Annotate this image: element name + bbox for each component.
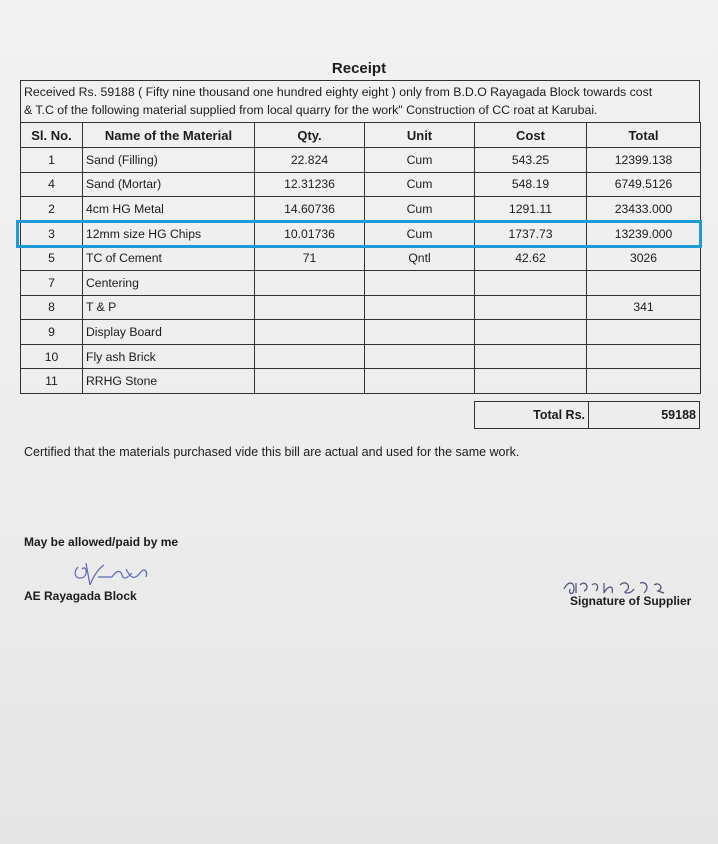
total-value: 59188 xyxy=(661,408,696,422)
cell-total: 3026 xyxy=(587,246,701,271)
cell-qty xyxy=(255,344,365,369)
cell-sl: 4 xyxy=(21,172,83,197)
intro-line-2: & T.C of the following material supplied from local quarry for the work" Construction of CC roat at Karubai. xyxy=(24,103,598,117)
cell-name: RRHG Stone xyxy=(83,369,255,394)
header-total: Total xyxy=(587,123,701,148)
total-box xyxy=(474,401,700,429)
cell-sl: 11 xyxy=(21,369,83,394)
cell-qty xyxy=(255,295,365,320)
cell-unit: Cum xyxy=(365,148,475,173)
cell-sl: 1 xyxy=(21,148,83,173)
table-row xyxy=(21,246,701,271)
cell-sl: 8 xyxy=(21,295,83,320)
cell-total: 6749.5126 xyxy=(587,172,701,197)
cell-name: Sand (Mortar) xyxy=(83,172,255,197)
header-cost: Cost xyxy=(475,123,587,148)
table-header-row xyxy=(21,123,701,148)
table-row xyxy=(21,369,701,394)
cell-unit xyxy=(365,270,475,295)
cell-sl: 2 xyxy=(21,197,83,222)
cell-qty xyxy=(255,369,365,394)
cell-sl: 9 xyxy=(21,320,83,345)
cell-qty xyxy=(255,320,365,345)
cell-sl: 10 xyxy=(21,344,83,369)
cell-cost xyxy=(475,344,587,369)
cell-name: 12mm size HG Chips xyxy=(83,221,255,246)
cell-total xyxy=(587,270,701,295)
table-row xyxy=(21,148,701,173)
cell-qty: 12.31236 xyxy=(255,172,365,197)
cell-total xyxy=(587,320,701,345)
cell-name: 4cm HG Metal xyxy=(83,197,255,222)
cell-cost: 1291.11 xyxy=(475,197,587,222)
cell-name: Sand (Filling) xyxy=(83,148,255,173)
cell-cost xyxy=(475,369,587,394)
header-qty: Qty. xyxy=(255,123,365,148)
cell-unit xyxy=(365,344,475,369)
allowed-paid-text: May be allowed/paid by me xyxy=(24,535,179,549)
table-row xyxy=(21,197,701,222)
cell-unit xyxy=(365,320,475,345)
cell-name: TC of Cement xyxy=(83,246,255,271)
cell-qty xyxy=(255,270,365,295)
cell-total xyxy=(587,344,701,369)
intro-line-1: Received Rs. 59188 ( Fifty nine thousand one hundred eighty eight ) only from B.D.O Rayagada Block towards cost xyxy=(24,85,653,99)
table-row xyxy=(21,320,701,345)
header-material-name: Name of the Material xyxy=(83,123,255,148)
cell-cost xyxy=(475,320,587,345)
cell-sl: 7 xyxy=(21,270,83,295)
cell-unit: Cum xyxy=(365,221,475,246)
cell-unit: Cum xyxy=(365,197,475,222)
cell-cost xyxy=(475,270,587,295)
highlight-box xyxy=(16,220,702,248)
cell-total: 341 xyxy=(587,295,701,320)
cell-total: 23433.000 xyxy=(587,197,701,222)
cell-cost xyxy=(475,295,587,320)
cell-cost: 543.25 xyxy=(475,148,587,173)
cell-unit xyxy=(365,295,475,320)
header-unit: Unit xyxy=(365,123,475,148)
cell-qty: 71 xyxy=(255,246,365,271)
cell-sl: 3 xyxy=(21,221,83,246)
header-sl-no: Sl. No. xyxy=(21,123,83,148)
total-label: Total Rs. xyxy=(475,402,589,428)
cell-name: Centering xyxy=(83,270,255,295)
table-row xyxy=(21,270,701,295)
certification-text: Certified that the materials purchased vide this bill are actual and used for the same work. xyxy=(24,445,520,459)
receipt-title: Receipt xyxy=(331,60,387,77)
cell-qty: 22.824 xyxy=(255,148,365,173)
supplier-signature-label: Signature of Supplier xyxy=(570,594,692,608)
materials-table xyxy=(20,122,701,394)
cell-sl: 5 xyxy=(21,246,83,271)
cell-name: Fly ash Brick xyxy=(83,344,255,369)
cell-cost: 42.62 xyxy=(475,246,587,271)
cell-cost: 1737.73 xyxy=(475,221,587,246)
table-row xyxy=(21,172,701,197)
cell-unit xyxy=(365,369,475,394)
cell-name: T & P xyxy=(83,295,255,320)
cell-unit: Cum xyxy=(365,172,475,197)
table-row xyxy=(21,295,701,320)
cell-qty: 14.60736 xyxy=(255,197,365,222)
cell-name: Display Board xyxy=(83,320,255,345)
cell-unit: Qntl xyxy=(365,246,475,271)
cell-total xyxy=(587,369,701,394)
receipt-intro xyxy=(20,80,700,122)
table-row xyxy=(21,344,701,369)
cell-total: 13239.000 xyxy=(587,221,701,246)
cell-qty: 10.01736 xyxy=(255,221,365,246)
cell-cost: 548.19 xyxy=(475,172,587,197)
cell-total: 12399.138 xyxy=(587,148,701,173)
ae-rayagada-label: AE Rayagada Block xyxy=(24,589,137,603)
